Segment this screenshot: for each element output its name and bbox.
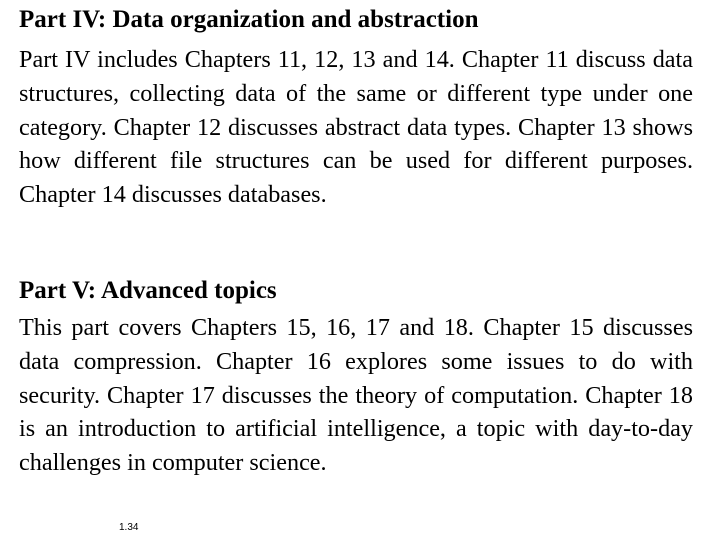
section-body-part-iv: Part IV includes Chapters 11, 12, 13 and 14. Chapter 11 discuss data structures, collecting data of the same or different type under one category. Chapter 12 discusses abstract data types. Chapter 13 shows how different file structures can be used for different purposes. Chapter 14 discusses databases. <box>19 46 693 209</box>
section-heading-part-iv: Part IV: Data organization and abstraction <box>19 6 479 33</box>
section-body-part-v: This part covers Chapters 15, 16, 17 and 18. Chapter 15 discusses data compression. Chapter 16 explores some issues to do with security. Chapter 17 discusses the theory of computation. Chapter 18 is an introduction to artificial intelligence, a topic with day-to-day challenges in computer science. <box>19 314 693 477</box>
page-number: 1.34 <box>119 522 139 533</box>
section-heading-part-v: Part V: Advanced topics <box>19 277 277 304</box>
